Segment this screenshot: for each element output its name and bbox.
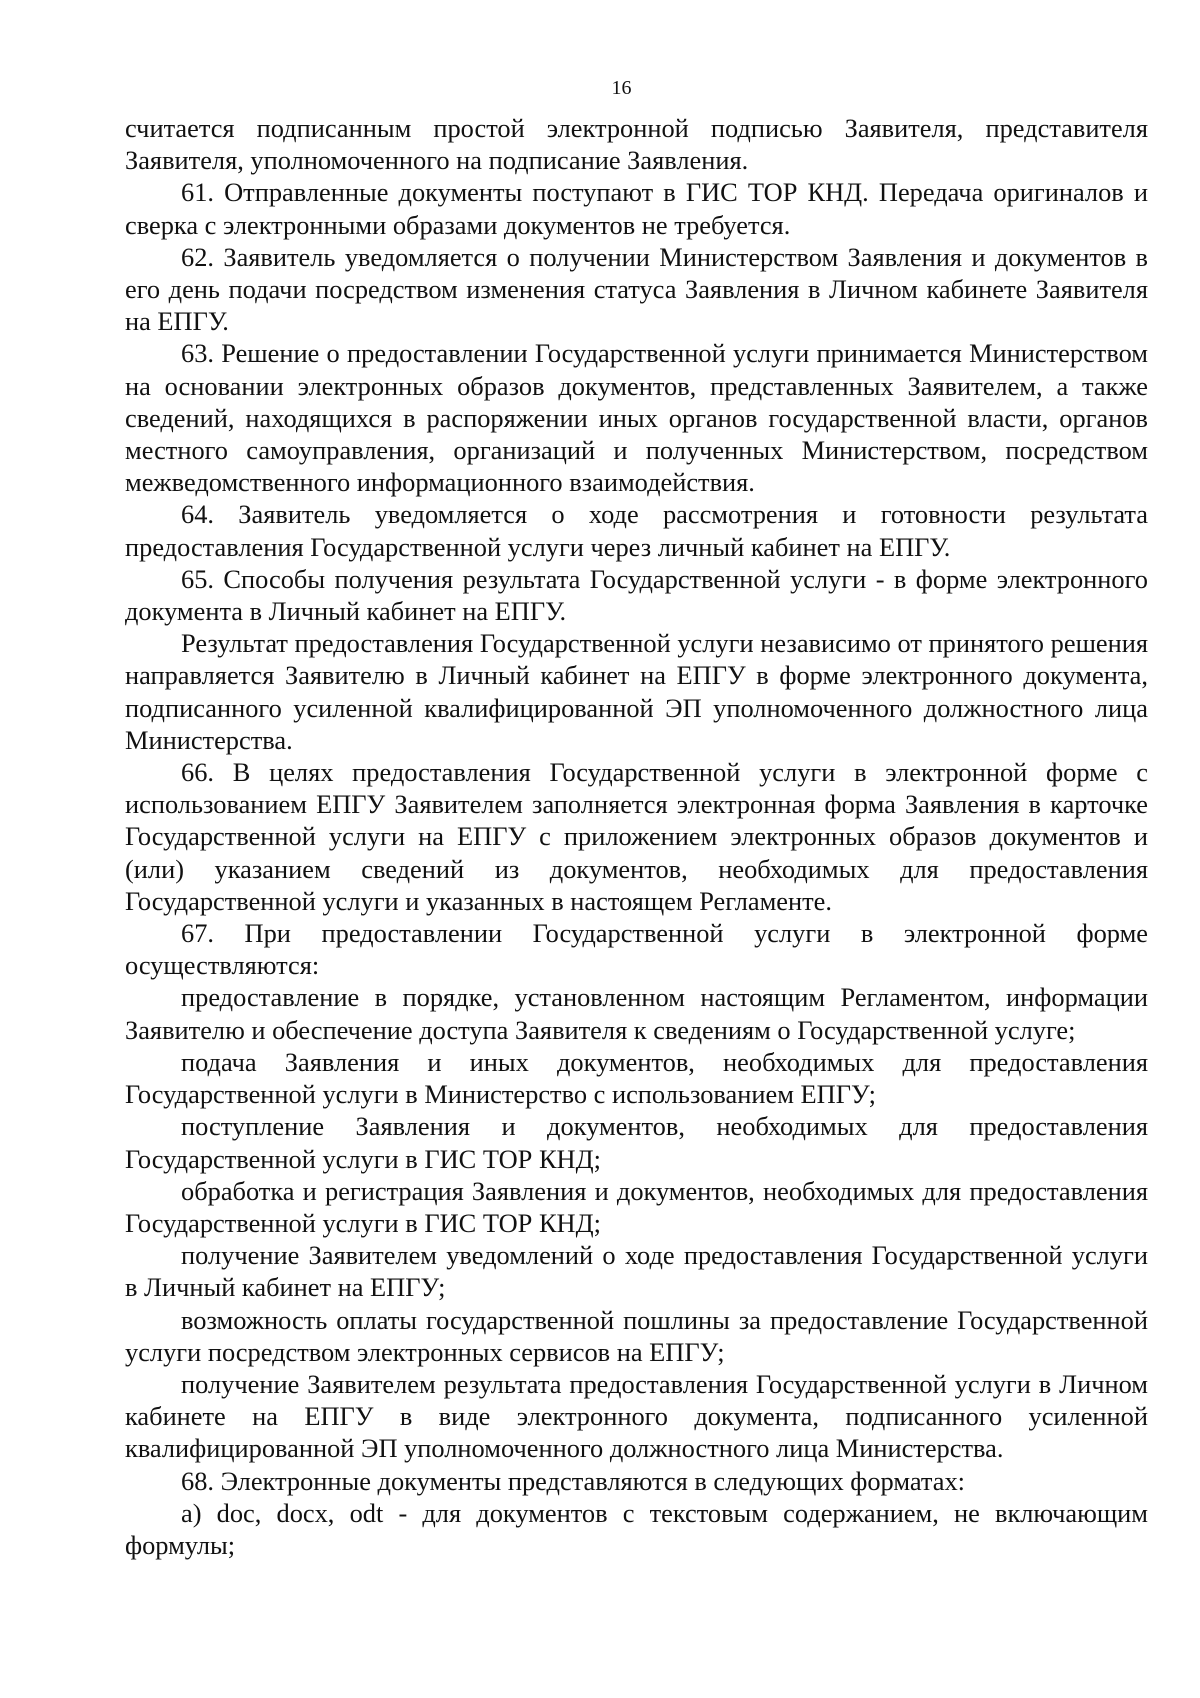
document-page: [125, 64, 1148, 1561]
paragraph-68: 68. Электронные документы представляются в следующих форматах:: [181, 1465, 965, 1496]
paragraph-65-result: Результат предоставления Государственной услуги независимо от принятого решения направляется Заявителю в Личный кабинет на ЕПГУ в форме электронного документа, подписанного усиленной квалифицированной ЭП уполномоченного должностного лица Министерства.: [125, 628, 1148, 755]
list-item-format-a: а) doc, docx, odt - для документов с текстовым содержанием, не включающим формулы;: [125, 1497, 1148, 1560]
list-item-processing: обработка и регистрация Заявления и документов, необходимых для предоставления Государственной услуги в ГИС ТОР КНД;: [125, 1175, 1148, 1238]
paragraph-63: 63. Решение о предоставлении Государственной услуги принимается Министерством на основании электронных образов документов, представленных Заявителем, а также сведений, находящихся в распоряжении иных органов государственной власти, органов местного самоуправления, организаций и полученных Министерством, посредством межведомственного информационного взаимодействия.: [125, 338, 1148, 498]
list-item-submission: подача Заявления и иных документов, необходимых для предоставления Государственной услуги в Министерство с использованием ЕПГУ;: [125, 1046, 1148, 1110]
page-number: 16: [611, 77, 632, 99]
paragraph-66: 66. В целях предоставления Государственной услуги в электронной форме с использованием ЕПГУ Заявителем заполняется электронная форма Заявления в карточке Государственной услуги на ЕПГУ с приложением электронных образов документов и (или) указанием сведений из документов, необходимых для предоставления Государственной услуги и указанных в настоящем Регламенте.: [125, 757, 1148, 916]
paragraph-62: 62. Заявитель уведомляется о получении Министерством Заявления и документов в его день подачи посредством изменения статуса Заявления в Личном кабинете Заявителя на ЕПГУ.: [125, 241, 1148, 337]
list-item-result: получение Заявителем результата предоставления Государственной услуги в Личном кабинете на ЕПГУ в виде электронного документа, подписанного усиленной квалифицированной ЭП уполномоченного должностного лица Министерства.: [125, 1368, 1148, 1464]
list-item-payment: возможность оплаты государственной пошлины за предоставление Государственной услуги посредством электронных сервисов на ЕПГУ;: [125, 1304, 1148, 1367]
paragraph-continuation: считается подписанным простой электронной подписью Заявителя, представителя Заявителя, уполномоченного на подписание Заявления.: [125, 113, 1148, 176]
list-item-receipt: поступление Заявления и документов, необходимых для предоставления Государственной услуги в ГИС ТОР КНД;: [125, 1111, 1148, 1174]
paragraph-67: 67. При предоставлении Государственной услуги в электронной форме осуществляются:: [125, 918, 1148, 981]
paragraph-64: 64. Заявитель уведомляется о ходе рассмотрения и готовности результата предоставления Государственной услуги через личный кабинет на ЕПГУ.: [125, 499, 1148, 562]
paragraph-61: 61. Отправленные документы поступают в ГИС ТОР КНД. Передача оригиналов и сверка с электронными образами документов не требуется.: [125, 177, 1148, 240]
paragraph-65: 65. Способы получения результата Государственной услуги - в форме электронного документа в Личный кабинет на ЕПГУ.: [125, 563, 1148, 627]
list-item-information: предоставление в порядке, установленном настоящим Регламентом, информации Заявителю и обеспечение доступа Заявителя к сведениям о Государственной услуге;: [125, 982, 1148, 1045]
list-item-notifications: получение Заявителем уведомлений о ходе предоставления Государственной услуги в Личный кабинет на ЕПГУ;: [125, 1240, 1148, 1303]
